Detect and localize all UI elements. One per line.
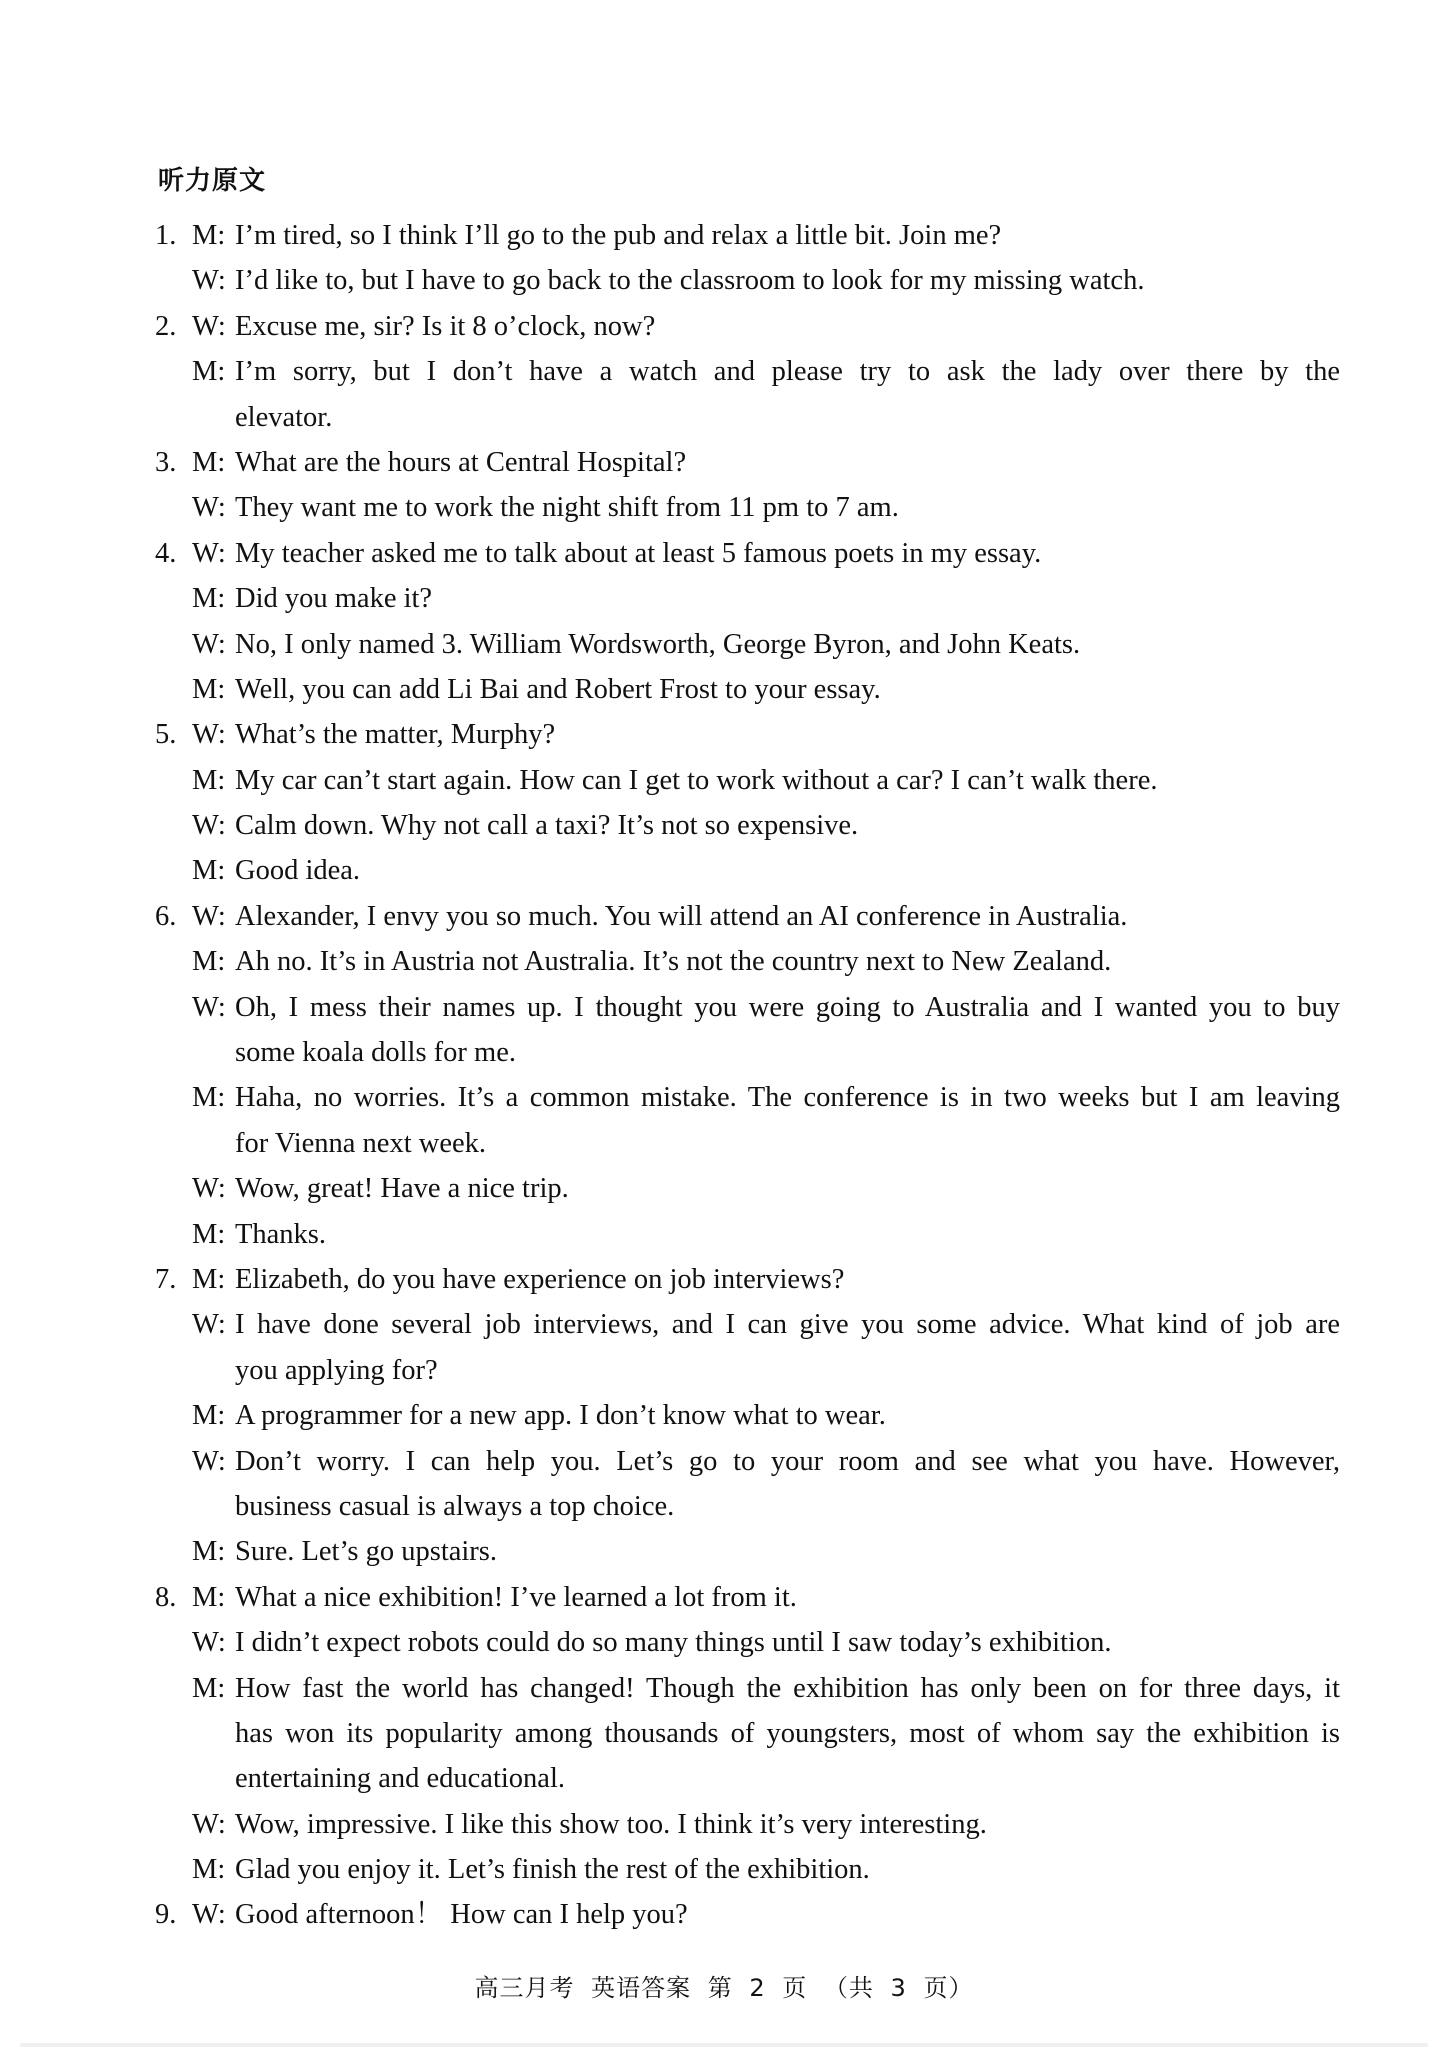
dialogue-line	[155, 1075, 1340, 1120]
dialogue-line	[155, 667, 1340, 712]
utterance-text: Thanks.	[235, 1218, 327, 1250]
utterance-text-continued: has won its popularity among thousands of youngsters, most of whom say the exhibition is	[235, 1717, 1340, 1749]
speaker-label: M:	[192, 673, 226, 705]
question-number: 8.	[155, 1581, 177, 1613]
speaker-label: W:	[192, 1309, 226, 1341]
utterance-text: No, I only named 3. William Wordsworth, George Byron, and John Keats.	[235, 628, 1081, 660]
dialogue-line	[155, 349, 1340, 394]
speaker-label: W:	[192, 492, 226, 524]
dialogue-line	[155, 1847, 1340, 1892]
dialogue-line	[155, 1620, 1340, 1665]
utterance-text-continued: for Vienna next week.	[235, 1127, 487, 1159]
dialogue-line	[155, 1166, 1340, 1211]
question-number: 9.	[155, 1899, 177, 1931]
dialogue-line	[155, 1439, 1340, 1484]
speaker-label: W:	[192, 537, 226, 569]
dialogue-line-continuation	[155, 1030, 1340, 1075]
utterance-text: What a nice exhibition! I’ve learned a lot from it.	[235, 1581, 797, 1613]
utterance-text: Good afternoon！ How can I help you?	[235, 1899, 688, 1931]
question-number: 7.	[155, 1263, 177, 1295]
utterance-text-continued: some koala dolls for me.	[235, 1037, 516, 1069]
question-number: 4.	[155, 537, 177, 569]
speaker-label: M:	[192, 220, 226, 251]
utterance-text: I have done several job interviews, and I can give you some advice. What kind of job are	[235, 1309, 1340, 1341]
utterance-text: Wow, impressive. I like this show too. I think it’s very interesting.	[235, 1808, 987, 1840]
utterance-text: Oh, I mess their names up. I thought you were going to Australia and I wanted you to buy	[235, 991, 1340, 1023]
speaker-label: W:	[192, 1445, 226, 1477]
speaker-label: M:	[192, 1082, 226, 1114]
question-number: 3.	[155, 446, 177, 478]
dialogue-line	[155, 440, 1340, 485]
dialogue-line	[155, 894, 1340, 939]
transcript-body	[155, 213, 1340, 1938]
utterance-text: They want me to work the night shift from 11 pm to 7 am.	[235, 492, 899, 524]
dialogue-line	[155, 1802, 1340, 1847]
dialogue-line-continuation	[155, 1121, 1340, 1166]
bottom-border	[20, 2043, 1428, 2047]
utterance-text: How fast the world has changed! Though the exhibition has only been on for three days, it	[235, 1672, 1340, 1704]
dialogue-1	[155, 213, 1340, 304]
speaker-label: W:	[192, 810, 226, 842]
utterance-text: I’d like to, but I have to go back to the classroom to look for my missing watch.	[235, 265, 1145, 297]
speaker-label: M:	[192, 583, 226, 615]
dialogue-4	[155, 531, 1340, 713]
utterance-text-continued: entertaining and educational.	[235, 1763, 565, 1795]
speaker-label: M:	[192, 1218, 226, 1250]
speaker-label: W:	[192, 1808, 226, 1840]
dialogue-line	[155, 985, 1340, 1030]
dialogue-2	[155, 304, 1340, 440]
dialogue-line	[155, 1892, 1340, 1937]
dialogue-line	[155, 304, 1340, 349]
dialogue-line-continuation	[155, 1711, 1340, 1756]
speaker-label: M:	[192, 446, 226, 478]
utterance-text: I’m sorry, but I don’t have a watch and please try to ask the lady over there by the	[235, 356, 1340, 388]
question-number: 5.	[155, 719, 177, 751]
utterance-text: Calm down. Why not call a taxi? It’s not so expensive.	[235, 810, 859, 842]
utterance-text-continued: business casual is always a top choice.	[235, 1490, 675, 1522]
dialogue-line	[155, 939, 1340, 984]
utterance-text: Glad you enjoy it. Let’s finish the rest of the exhibition.	[235, 1854, 870, 1886]
utterance-text: What are the hours at Central Hospital?	[235, 446, 687, 478]
speaker-label: M:	[192, 1536, 226, 1568]
dialogue-line	[155, 485, 1340, 530]
dialogue-6	[155, 894, 1340, 1257]
dialogue-line-continuation	[155, 1348, 1340, 1393]
dialogue-line	[155, 1302, 1340, 1347]
utterance-text: Did you make it?	[235, 583, 433, 615]
speaker-label: W:	[192, 719, 226, 751]
dialogue-line	[155, 531, 1340, 576]
dialogue-line	[155, 576, 1340, 621]
dialogue-line	[155, 258, 1340, 303]
utterance-text: Don’t worry. I can help you. Let’s go to your room and see what you have. However,	[235, 1445, 1340, 1477]
utterance-text: My car can’t start again. How can I get to work without a car? I can’t walk there.	[235, 764, 1158, 796]
dialogue-3	[155, 440, 1340, 531]
dialogue-line	[155, 1666, 1340, 1711]
utterance-text: Ah no. It’s in Austria not Australia. It’s not the country next to New Zealand.	[235, 946, 1112, 978]
speaker-label: W:	[192, 1899, 226, 1931]
utterance-text: I didn’t expect robots could do so many things until I saw today’s exhibition.	[235, 1627, 1112, 1659]
speaker-label: W:	[192, 628, 226, 660]
speaker-label: M:	[192, 855, 226, 887]
utterance-text: Good idea.	[235, 855, 361, 887]
speaker-label: M:	[192, 1263, 226, 1295]
utterance-text: Wow, great! Have a nice trip.	[235, 1173, 569, 1205]
speaker-label: M:	[192, 946, 226, 978]
speaker-label: W:	[192, 1173, 226, 1205]
utterance-text: My teacher asked me to talk about at least 5 famous poets in my essay.	[235, 537, 1042, 569]
utterance-text: Alexander, I envy you so much. You will attend an AI conference in Australia.	[235, 900, 1128, 932]
speaker-label: W:	[192, 991, 226, 1023]
question-number: 1.	[155, 220, 177, 251]
dialogue-8	[155, 1575, 1340, 1893]
dialogue-line-continuation	[155, 1756, 1340, 1801]
utterance-text: What’s the matter, Murphy?	[235, 719, 556, 751]
speaker-label: M:	[192, 1581, 226, 1613]
utterance-text: Elizabeth, do you have experience on job interviews?	[235, 1263, 845, 1295]
dialogue-line	[155, 712, 1340, 757]
dialogue-line	[155, 1575, 1340, 1620]
speaker-label: M:	[192, 1854, 226, 1886]
dialogue-9	[155, 1892, 1340, 1937]
dialogue-line	[155, 803, 1340, 848]
question-number: 6.	[155, 900, 177, 932]
utterance-text: Excuse me, sir? Is it 8 o’clock, now?	[235, 310, 656, 342]
section-heading: 听力原文	[158, 166, 267, 196]
speaker-label: M:	[192, 1672, 226, 1704]
dialogue-line	[155, 848, 1340, 893]
speaker-label: M:	[192, 1400, 226, 1432]
speaker-label: M:	[192, 356, 226, 388]
utterance-text: Haha, no worries. It’s a common mistake. The conference is in two weeks but I am leaving	[235, 1082, 1340, 1114]
dialogue-7	[155, 1257, 1340, 1575]
speaker-label: M:	[192, 764, 226, 796]
utterance-text: Well, you can add Li Bai and Robert Frost to your essay.	[235, 673, 881, 705]
speaker-label: W:	[192, 310, 226, 342]
dialogue-line	[155, 758, 1340, 803]
dialogue-line	[155, 1212, 1340, 1257]
speaker-label: W:	[192, 265, 226, 297]
utterance-text-continued: you applying for?	[235, 1354, 438, 1386]
dialogue-line	[155, 213, 1340, 258]
speaker-label: W:	[192, 900, 226, 932]
dialogue-line-continuation	[155, 1484, 1340, 1529]
utterance-text-continued: elevator.	[235, 401, 333, 433]
speaker-label: W:	[192, 1627, 226, 1659]
utterance-text: I’m tired, so I think I’ll go to the pub and relax a little bit. Join me?	[235, 220, 1002, 251]
question-number: 2.	[155, 310, 177, 342]
dialogue-line	[155, 1257, 1340, 1302]
dialogue-5	[155, 712, 1340, 894]
dialogue-line	[155, 1529, 1340, 1574]
dialogue-line	[155, 1393, 1340, 1438]
page-footer: 高三月考 英语答案 第 2 页 （共 3 页）	[474, 1974, 974, 2002]
utterance-text: Sure. Let’s go upstairs.	[235, 1536, 498, 1568]
utterance-text: A programmer for a new app. I don’t know what to wear.	[235, 1400, 886, 1432]
dialogue-line-continuation	[155, 395, 1340, 440]
dialogue-line	[155, 622, 1340, 667]
